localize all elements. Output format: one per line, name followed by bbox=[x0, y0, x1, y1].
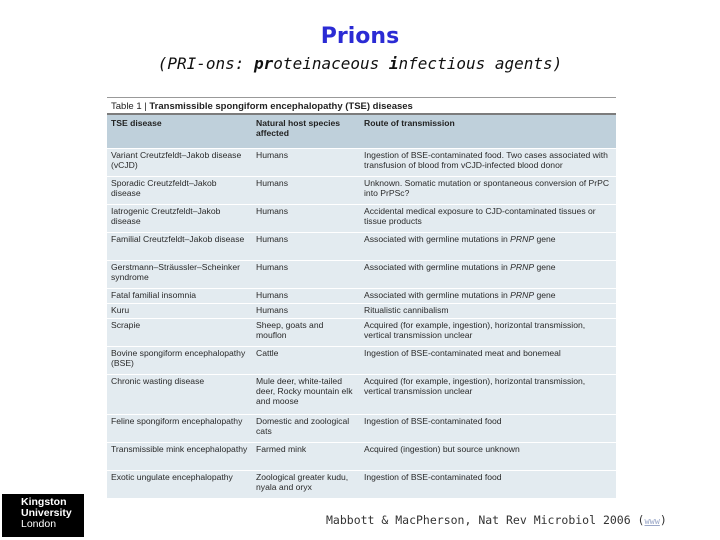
cell-disease: Chronic wasting disease bbox=[107, 375, 252, 415]
cell-disease: Familial Creutzfeldt–Jakob disease bbox=[107, 233, 252, 261]
table-caption-text: Transmissible spongiform encephalopathy (TSE) diseases bbox=[149, 101, 413, 112]
cell-host: Mule deer, white-tailed deer, Rocky mountain elk and moose bbox=[252, 375, 360, 415]
cell-disease: Fatal familial insomnia bbox=[107, 289, 252, 304]
table-row bbox=[107, 319, 616, 347]
table-row bbox=[107, 233, 616, 261]
cell-route: Acquired (for example, ingestion), horizontal transmission, vertical transmission unclear bbox=[360, 375, 616, 415]
cell-route: Associated with germline mutations in PRNP gene bbox=[360, 289, 616, 304]
subtitle-open: (PRI-ons: bbox=[157, 54, 255, 73]
cell-host: Zoological greater kudu, nyala and oryx bbox=[252, 471, 360, 499]
cell-route: Ingestion of BSE-contaminated food bbox=[360, 471, 616, 499]
subtitle-w2-rest: nfectious agents) bbox=[398, 54, 563, 73]
cell-disease: Exotic ungulate encephalopathy bbox=[107, 471, 252, 499]
table-row bbox=[107, 289, 616, 304]
header-route: Route of transmission bbox=[360, 115, 616, 149]
cell-route: Acquired (for example, ingestion), horizontal transmission, vertical transmission unclear bbox=[360, 319, 616, 347]
table-row bbox=[107, 205, 616, 233]
cell-host: Humans bbox=[252, 261, 360, 289]
header-host-species: Natural host species affected bbox=[252, 115, 360, 149]
kingston-university-logo bbox=[2, 494, 84, 537]
cell-disease: Gerstmann–Sträussler–Scheinker syndrome bbox=[107, 261, 252, 289]
table-row bbox=[107, 443, 616, 471]
citation-link[interactable]: www bbox=[644, 517, 660, 527]
subtitle-w2-bold: i bbox=[388, 54, 399, 73]
cell-disease: Variant Creutzfeldt–Jakob disease (vCJD) bbox=[107, 149, 252, 177]
subtitle-w1-bold: pr bbox=[254, 54, 274, 73]
cell-route: Ingestion of BSE-contaminated food bbox=[360, 415, 616, 443]
table-row bbox=[107, 261, 616, 289]
cell-host: Humans bbox=[252, 177, 360, 205]
tse-table bbox=[107, 115, 616, 499]
table-row bbox=[107, 471, 616, 499]
citation-close: ) bbox=[659, 513, 667, 527]
table-row bbox=[107, 177, 616, 205]
subtitle-w1-rest: oteinaceous bbox=[273, 54, 389, 73]
table-row bbox=[107, 304, 616, 319]
table-row bbox=[107, 375, 616, 415]
cell-disease: Iatrogenic Creutzfeldt–Jakob disease bbox=[107, 205, 252, 233]
cell-host: Humans bbox=[252, 233, 360, 261]
cell-route: Ingestion of BSE-contaminated meat and bonemeal bbox=[360, 347, 616, 375]
tse-table-figure bbox=[107, 97, 616, 503]
cell-host: Humans bbox=[252, 289, 360, 304]
cell-disease: Feline spongiform encephalopathy bbox=[107, 415, 252, 443]
cell-route: Associated with germline mutations in PRNP gene bbox=[360, 261, 616, 289]
cell-disease: Bovine spongiform encephalopathy (BSE) bbox=[107, 347, 252, 375]
table-caption-label: Table 1 | bbox=[111, 101, 150, 112]
cell-host: Domestic and zoological cats bbox=[252, 415, 360, 443]
cell-host: Farmed mink bbox=[252, 443, 360, 471]
slide-subtitle bbox=[0, 54, 720, 73]
cell-disease: Sporadic Creutzfeldt–Jakob disease bbox=[107, 177, 252, 205]
cell-route: Acquired (ingestion) but source unknown bbox=[360, 443, 616, 471]
table-row bbox=[107, 149, 616, 177]
logo-line-3: London bbox=[21, 518, 57, 530]
logo-line-2: University bbox=[21, 507, 72, 519]
cell-route: Accidental medical exposure to CJD-contaminated tissues or tissue products bbox=[360, 205, 616, 233]
cell-route: Ingestion of BSE-contaminated food. Two cases associated with transfusion of blood from vCJD-infected blood donor bbox=[360, 149, 616, 177]
logo-line-1: Kingston bbox=[21, 496, 67, 508]
cell-route: Ritualistic cannibalism bbox=[360, 304, 616, 319]
cell-host: Cattle bbox=[252, 347, 360, 375]
header-tse-disease: TSE disease bbox=[107, 115, 252, 149]
table-header-row bbox=[107, 115, 616, 149]
table-row bbox=[107, 347, 616, 375]
cell-host: Humans bbox=[252, 149, 360, 177]
cell-host: Humans bbox=[252, 304, 360, 319]
route-text: Associated with germline mutations in PRNP gene bbox=[364, 234, 556, 244]
table-caption bbox=[107, 97, 616, 115]
cell-route bbox=[360, 233, 616, 261]
cell-disease: Kuru bbox=[107, 304, 252, 319]
table-row bbox=[107, 415, 616, 443]
slide-title: Prions bbox=[320, 24, 400, 49]
cell-host: Sheep, goats and mouflon bbox=[252, 319, 360, 347]
cell-host: Humans bbox=[252, 205, 360, 233]
citation-text: Mabbott & MacPherson, Nat Rev Microbiol 2006 ( bbox=[326, 513, 645, 527]
cell-route: Unknown. Somatic mutation or spontaneous conversion of PrPC into PrPSc? bbox=[360, 177, 616, 205]
cell-disease: Transmissible mink encephalopathy bbox=[107, 443, 252, 471]
citation bbox=[326, 513, 667, 527]
cell-disease: Scrapie bbox=[107, 319, 252, 347]
